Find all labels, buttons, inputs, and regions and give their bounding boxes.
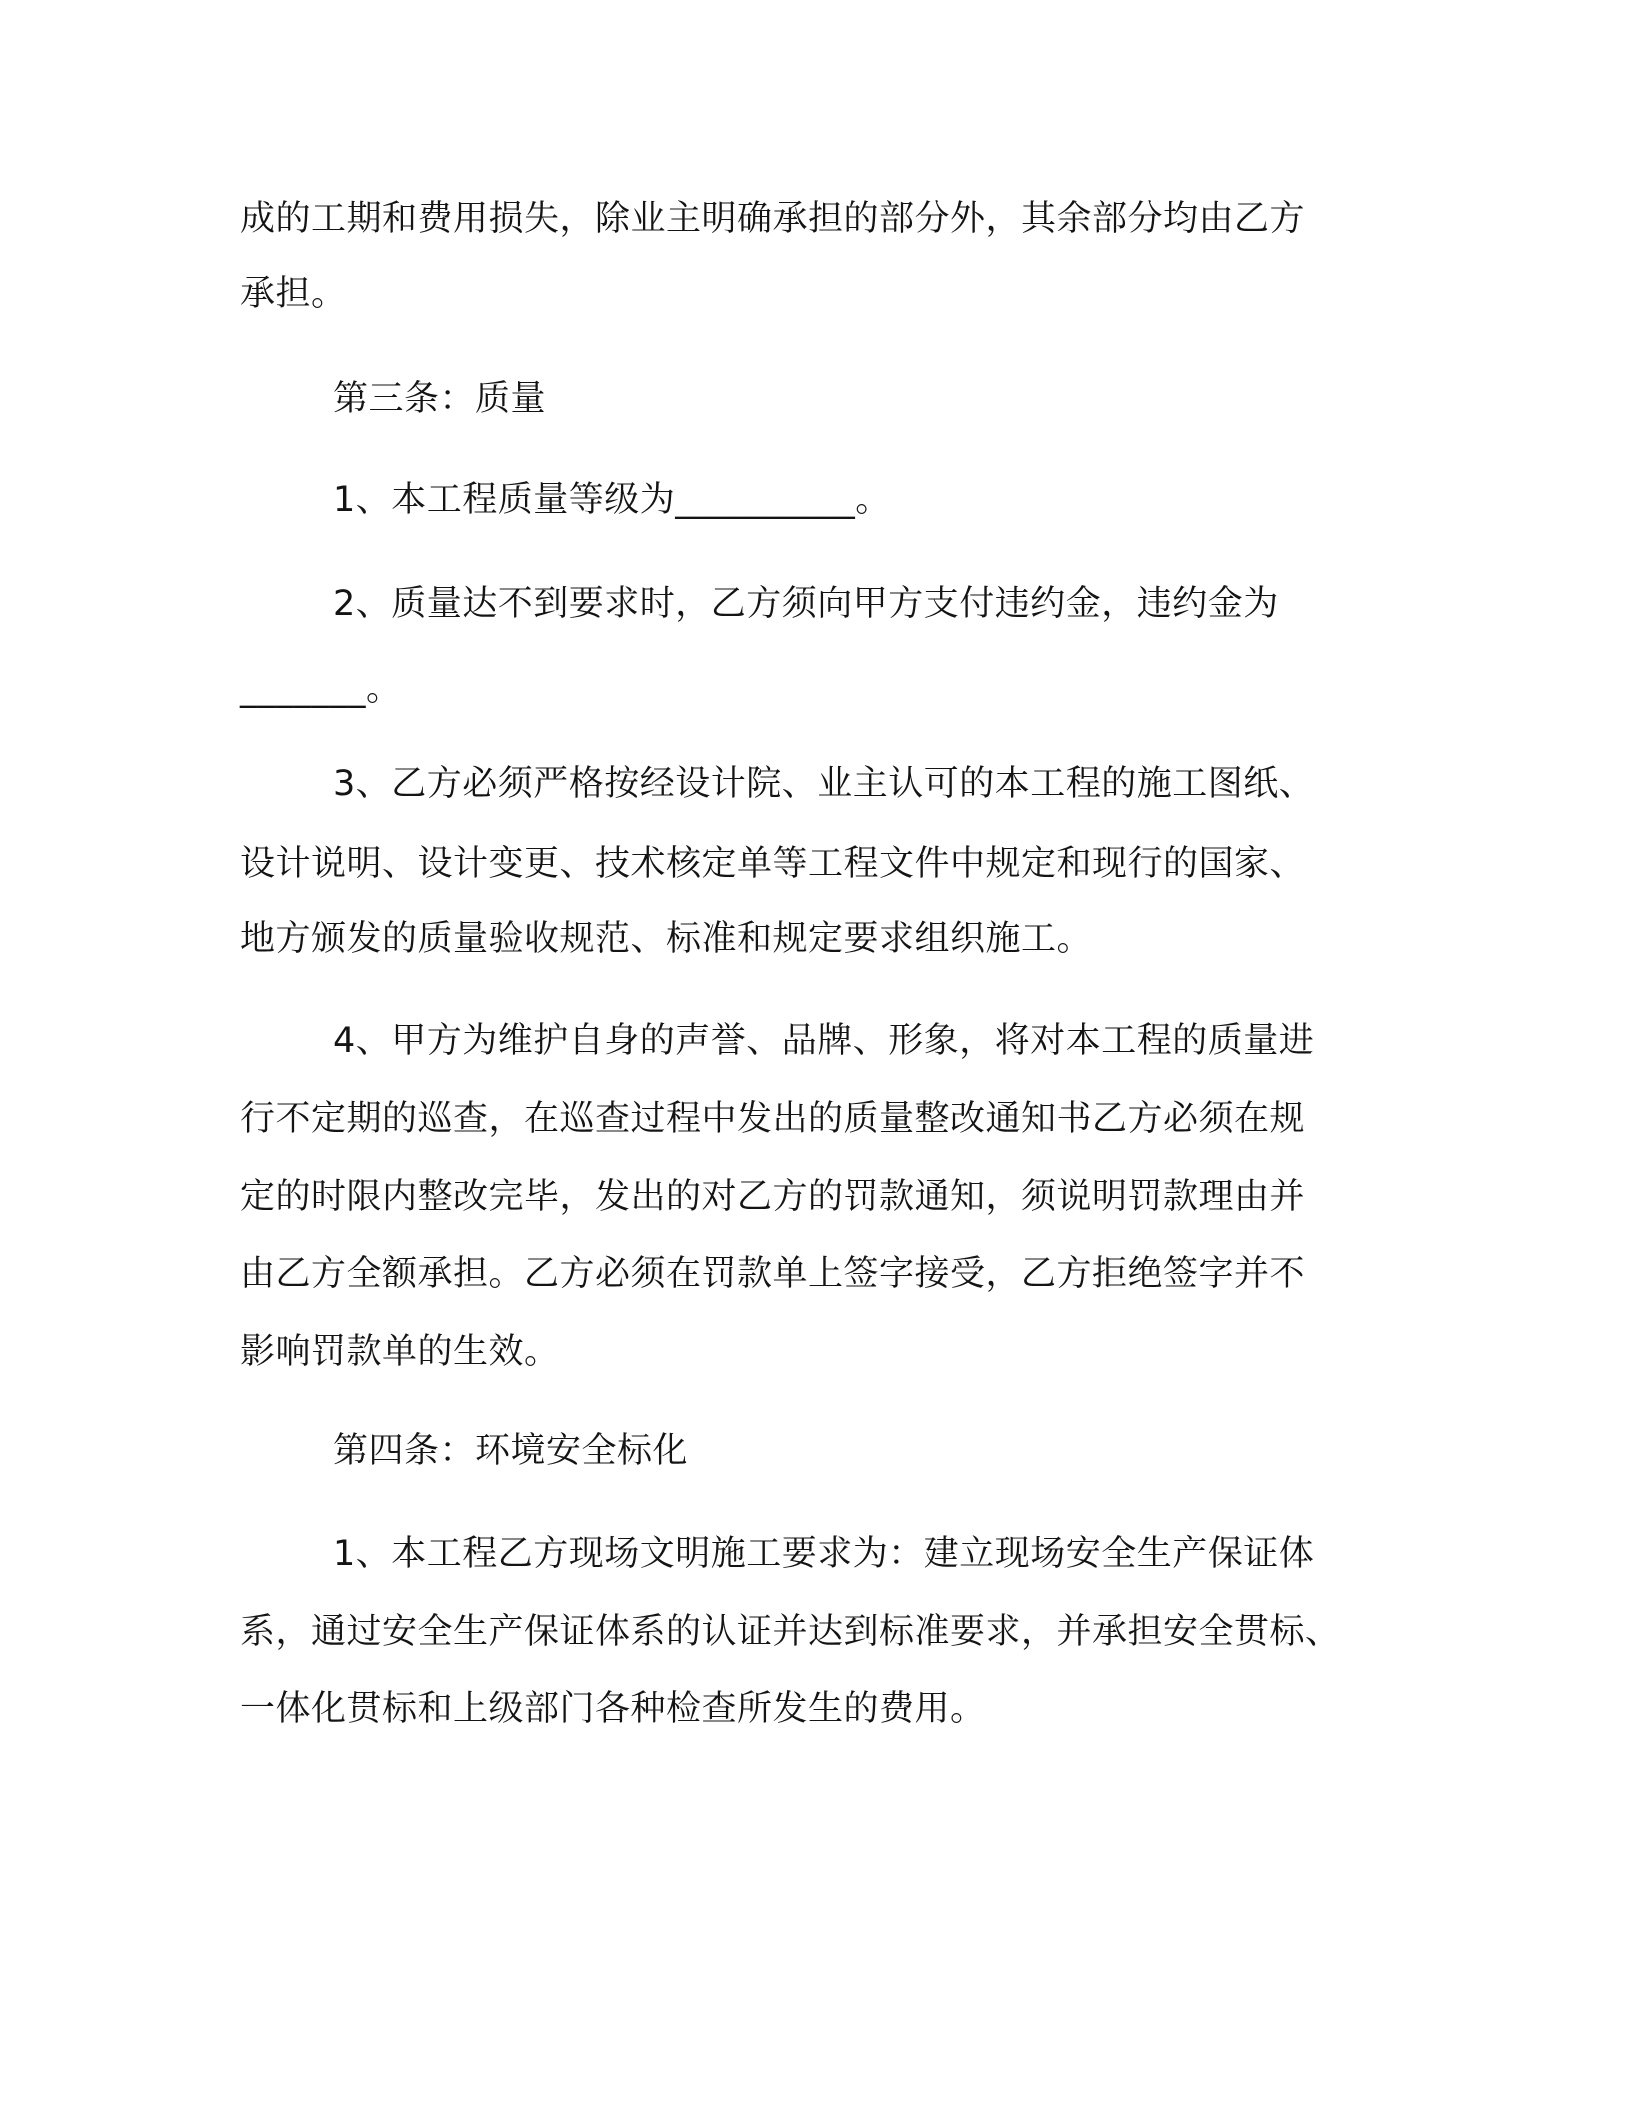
text-line: 设计说明、设计变更、技术核定单等工程文件中规定和现行的国家、 [240, 844, 1306, 884]
text-line: 1、本工程质量等级为__________。 [333, 480, 891, 520]
text-line: 4、甲方为维护自身的声誉、品牌、形象，将对本工程的质量进 [333, 1021, 1315, 1061]
section-heading-3: 第三条：质量 [333, 379, 547, 419]
text-line: 行不定期的巡查，在巡查过程中发出的质量整改通知书乙方必须在规 [240, 1099, 1306, 1139]
text-line: 2、质量达不到要求时，乙方须向甲方支付违约金，违约金为 [333, 584, 1279, 624]
text-line: 一体化贯标和上级部门各种检查所发生的费用。 [240, 1689, 986, 1729]
text-line: 由乙方全额承担。乙方必须在罚款单上签字接受，乙方拒绝签字并不 [240, 1254, 1306, 1294]
section-heading-4: 第四条：环境安全标化 [333, 1431, 689, 1471]
text-line: 地方颁发的质量验收规范、标准和规定要求组织施工。 [240, 919, 1093, 959]
text-line: 定的时限内整改完毕，发出的对乙方的罚款通知，须说明罚款理由并 [240, 1177, 1306, 1217]
text-line: _______。 [240, 669, 402, 709]
text-line: 1、本工程乙方现场文明施工要求为：建立现场安全生产保证体 [333, 1534, 1315, 1574]
text-line: 系，通过安全生产保证体系的认证并达到标准要求，并承担安全贯标、 [240, 1612, 1341, 1652]
text-line: 影响罚款单的生效。 [240, 1332, 560, 1372]
text-line: 承担。 [240, 274, 347, 314]
text-line: 成的工期和费用损失，除业主明确承担的部分外，其余部分均由乙方 [240, 199, 1306, 239]
text-line: 3、乙方必须严格按经设计院、业主认可的本工程的施工图纸、 [333, 764, 1315, 804]
